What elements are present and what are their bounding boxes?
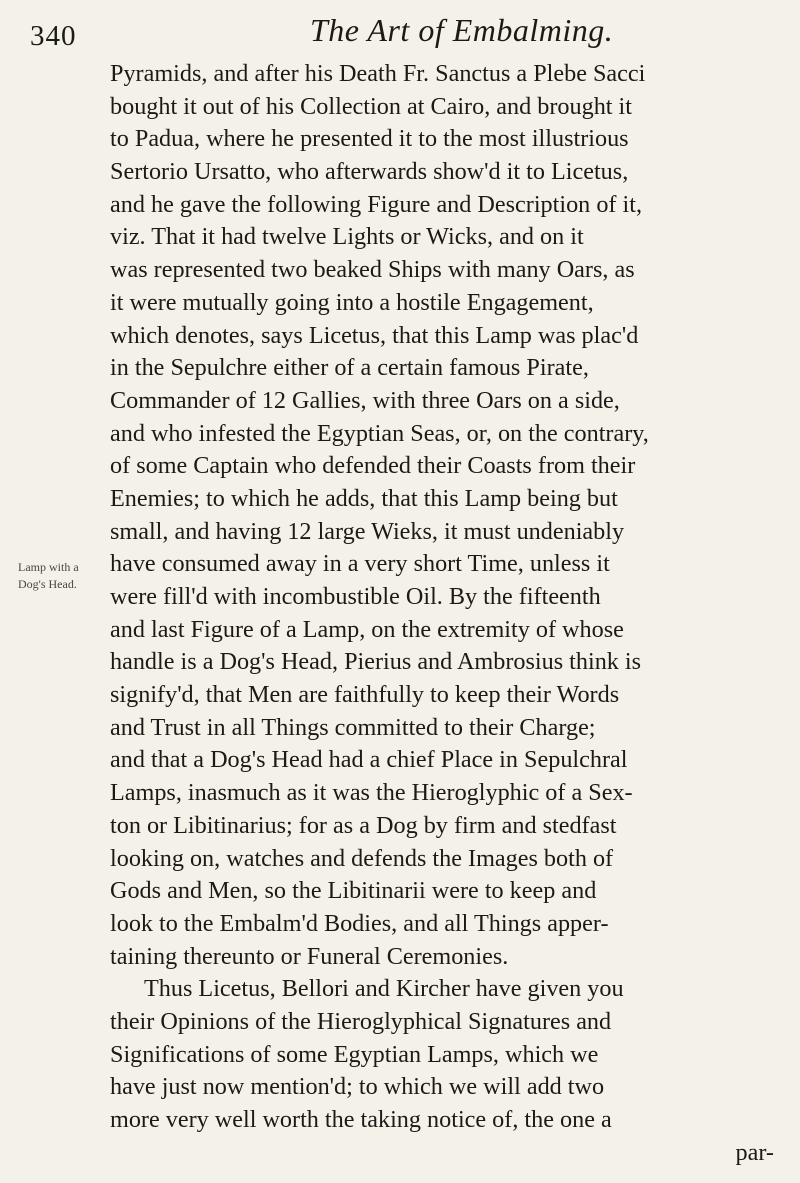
text-line: Commander of 12 Gallies, with three Oars on a side, bbox=[110, 386, 620, 414]
text-line: small, and having 12 large Wieks, it must undeniably bbox=[110, 517, 625, 545]
text-line: signify'd, that Men are faithfully to keep their Words bbox=[110, 681, 620, 709]
text-line: have consumed away in a very short Time, unless it bbox=[110, 550, 610, 578]
margin-note bbox=[18, 559, 110, 593]
text-line: and who infested the Egyptian Seas, or, on the contrary, bbox=[110, 419, 649, 447]
text-line: bought it out of his Collection at Cairo, and brought it bbox=[110, 92, 632, 120]
text-line: Lamps, inasmuch as it was the Hieroglyphic of a Sex- bbox=[110, 779, 633, 807]
text-line: and Trust in all Things committed to their Charge; bbox=[110, 713, 596, 741]
text-line: have just now mention'd; to which we will add two bbox=[110, 1073, 605, 1101]
text-line: in the Sepulchre either of a certain famous Pirate, bbox=[110, 354, 589, 382]
text-line: to Padua, where he presented it to the most illustrious bbox=[110, 125, 629, 153]
text-line: ton or Libitinarius; for as a Dog by firm and stedfast bbox=[110, 811, 617, 839]
text-line: and that a Dog's Head had a chief Place in Sepulchral bbox=[110, 746, 628, 774]
running-title: The Art of Embalming. bbox=[310, 12, 614, 48]
margin-note-line: Lamp with a bbox=[18, 560, 79, 574]
text-line: Sertorio Ursatto, who afterwards show'd it to Licetus, bbox=[110, 158, 629, 186]
text-line: and last Figure of a Lamp, on the extremity of whose bbox=[110, 615, 624, 643]
page-number: 340 bbox=[30, 20, 77, 52]
text-line: Significations of some Egyptian Lamps, which we bbox=[110, 1040, 599, 1068]
text-line: were fill'd with incombustible Oil. By the fifteenth bbox=[110, 583, 601, 610]
text-line: Pyramids, and after his Death Fr. Sanctus a Plebe Sacci bbox=[110, 60, 646, 87]
text-line: was represented two beaked Ships with many Oars, as bbox=[110, 256, 635, 284]
text-line: Gods and Men, so the Libitinarii were to keep and bbox=[110, 877, 597, 905]
text-line: their Opinions of the Hieroglyphical Signatures and bbox=[110, 1007, 612, 1035]
text-line: looking on, watches and defends the Images both of bbox=[110, 844, 614, 872]
text-line: which denotes, says Licetus, that this Lamp was plac'd bbox=[110, 321, 639, 349]
text-line: it were mutually going into a hostile Engagement, bbox=[110, 288, 594, 316]
text-line: Thus Licetus, Bellori and Kircher have given you bbox=[144, 975, 624, 1003]
text-line: more very well worth the taking notice of, the one a bbox=[110, 1106, 612, 1133]
text-line: viz. That it had twelve Lights or Wicks, and on it bbox=[110, 223, 584, 251]
margin-note-line: Dog's Head. bbox=[18, 577, 77, 591]
text-line: handle is a Dog's Head, Pierius and Ambrosius think is bbox=[110, 648, 642, 676]
catchword: par- bbox=[735, 1138, 774, 1166]
text-line: of some Captain who defended their Coasts from their bbox=[110, 452, 636, 480]
body-text bbox=[110, 58, 782, 1169]
page-header bbox=[0, 6, 800, 66]
text-line: look to the Embalm'd Bodies, and all Things apper- bbox=[110, 909, 609, 937]
text-line: taining thereunto or Funeral Ceremonies. bbox=[110, 942, 509, 970]
text-line: and he gave the following Figure and Description of it, bbox=[110, 190, 642, 218]
text-line: Enemies; to which he adds, that this Lamp being but bbox=[110, 484, 618, 512]
